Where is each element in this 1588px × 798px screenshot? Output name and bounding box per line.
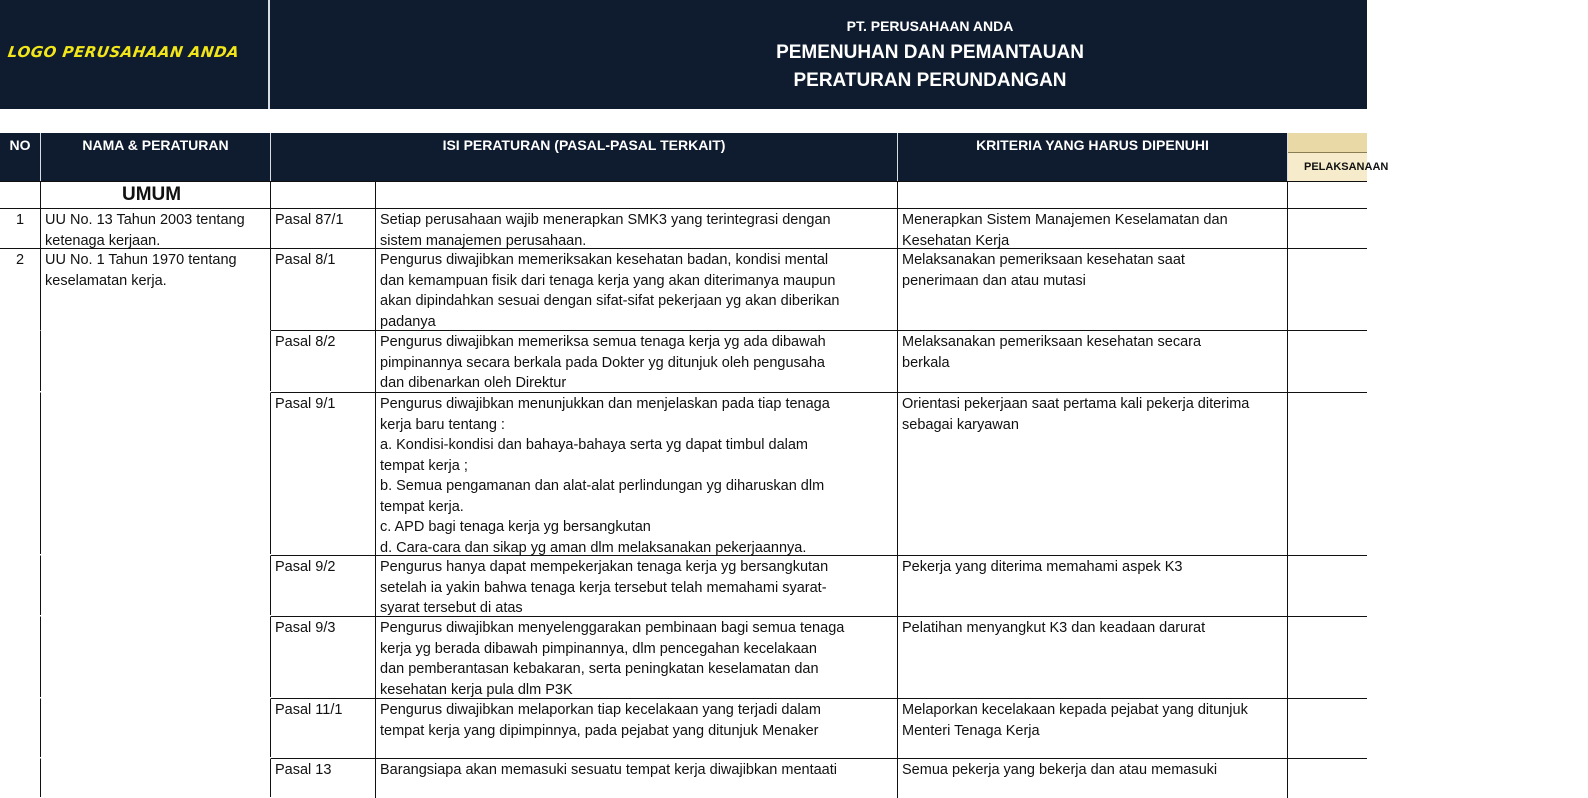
implementation-cell xyxy=(1288,209,1367,248)
article-content-line: c. APD bagi tenaga kerja yg bersangkutan xyxy=(380,519,651,535)
criteria xyxy=(898,759,1288,798)
article-content xyxy=(376,393,898,555)
column-header-row xyxy=(0,133,1367,181)
article-content-line: Pengurus diwajibkan melaporkan tiap kecelakaan yang terjadi dalam xyxy=(380,702,821,718)
criteria xyxy=(898,331,1288,392)
company-name: PT. PERUSAHAAN ANDA xyxy=(846,18,1014,34)
section-title-text: UMUM xyxy=(122,184,182,205)
regulation-name xyxy=(41,249,271,330)
article-ref: Pasal 87/1 xyxy=(271,209,376,248)
criteria-line: Melaksanakan pemeriksaan kesehatan secara xyxy=(902,334,1202,350)
article-content-line: dan dibenarkan oleh Direktur xyxy=(380,375,567,391)
column-header-isi: ISI PERATURAN (PASAL-PASAL TERKAIT) xyxy=(271,133,898,181)
article-content-line: Pengurus diwajibkan memeriksakan kesehatan badan, kondisi mental xyxy=(380,252,829,268)
article-content-line: syarat tersebut di atas xyxy=(380,600,523,616)
row-number: 2 xyxy=(0,249,41,330)
row-number xyxy=(0,330,41,391)
criteria xyxy=(898,209,1288,248)
table-row xyxy=(0,758,1367,798)
regulation-name xyxy=(41,698,271,757)
row-number xyxy=(0,698,41,757)
criteria xyxy=(898,556,1288,616)
regulation-name xyxy=(41,392,271,554)
column-header-no: NO xyxy=(0,133,41,181)
row-number: 1 xyxy=(0,209,41,248)
article-content-line: akan dipindahkan sesuai dengan sifat-sifat pekerjaan yg akan diberikan xyxy=(380,293,840,309)
table-row xyxy=(0,698,1367,758)
article-content-line: Pengurus diwajibkan memeriksa semua tenaga kerja yg ada dibawah xyxy=(380,334,826,350)
regulation-name-line: ketenaga kerjaan. xyxy=(45,232,161,249)
row-number xyxy=(0,392,41,554)
article-content-line: pimpinannya secara berkala pada Dokter yg ditunjuk oleh pengusaha xyxy=(380,354,825,371)
article-content-line: Setiap perusahaan wajib menerapkan SMK3 yang terintegrasi dengan xyxy=(380,212,831,228)
article-content-line: d. Cara-cara dan sikap yg aman dlm melaksanakan pekerjaannya. xyxy=(380,539,807,556)
implementation-cell xyxy=(1288,617,1367,698)
criteria-line: Kesehatan Kerja xyxy=(902,232,1010,249)
article-content-line: tempat kerja. xyxy=(380,498,464,515)
article-content-line: dan pemberantasan kebakaran, serta peningkatan keselamatan dan xyxy=(380,661,819,677)
regulation-name-line: UU No. 1 Tahun 1970 tentang xyxy=(45,252,237,268)
table-row xyxy=(0,248,1367,330)
regulation-name xyxy=(41,209,271,248)
regulation-name xyxy=(41,330,271,391)
article-content xyxy=(376,699,898,758)
criteria-line: Pekerja yang diterima memahami aspek K3 xyxy=(902,559,1183,575)
report-title-line1: PEMENUHAN DAN PEMANTAUAN xyxy=(776,42,1084,63)
article-content-line: b. Semua pengamanan dan alat-alat perlindungan yg diharuskan dlm xyxy=(380,478,825,494)
criteria-line: penerimaan dan atau mutasi xyxy=(902,272,1086,289)
article-content-line: tempat kerja yang dipimpinnya, pada pejabat yang ditunjuk Menaker xyxy=(380,722,819,739)
table-row xyxy=(0,555,1367,616)
article-content-line: dan kemampuan fisik dari tenaga kerja yang akan diterimanya maupun xyxy=(380,272,836,289)
table-row xyxy=(0,616,1367,698)
row-number xyxy=(0,758,41,797)
criteria-line: berkala xyxy=(902,354,950,371)
criteria-line: Melaporkan kecelakaan kepada pejabat yang ditunjuk xyxy=(902,702,1248,718)
column-header-pelaksanaan: PELAKSANAAN xyxy=(1288,153,1367,181)
row-number xyxy=(0,555,41,615)
article-content-line: Barangsiapa akan memasuki sesuatu tempat kerja diwajibkan mentaati xyxy=(380,762,837,778)
regulation-name xyxy=(41,555,271,615)
criteria-line: Orientasi pekerjaan saat pertama kali pekerja diterima xyxy=(902,396,1250,412)
article-content-line: padanya xyxy=(380,313,436,330)
article-content-line: Pengurus diwajibkan menyelenggarakan pembinaan bagi semua tenaga xyxy=(380,620,845,636)
column-header-pelaksanaan-group xyxy=(1288,133,1367,153)
criteria xyxy=(898,393,1288,555)
article-content xyxy=(376,249,898,330)
implementation-cell xyxy=(1288,393,1367,555)
regulation-name xyxy=(41,758,271,797)
column-header-nama: NAMA & PERATURAN xyxy=(41,133,271,181)
article-content-line: Pengurus diwajibkan menunjukkan dan menjelaskan pada tiap tenaga xyxy=(380,396,830,412)
implementation-cell xyxy=(1288,249,1367,330)
article-content xyxy=(376,331,898,392)
article-ref: Pasal 9/1 xyxy=(271,393,376,555)
regulation-name-line: keselamatan kerja. xyxy=(45,272,167,289)
table-row xyxy=(0,208,1367,248)
table-row xyxy=(0,392,1367,555)
criteria xyxy=(898,249,1288,330)
article-content-line: tempat kerja ; xyxy=(380,457,468,474)
article-ref: Pasal 11/1 xyxy=(271,699,376,758)
article-content-line: kesehatan kerja pula dlm P3K xyxy=(380,681,573,698)
implementation-cell xyxy=(1288,331,1367,392)
article-content-line: a. Kondisi-kondisi dan bahaya-bahaya serta yg dapat timbul dalam xyxy=(380,437,809,453)
article-ref: Pasal 9/3 xyxy=(271,617,376,698)
article-content xyxy=(376,759,898,798)
implementation-cell xyxy=(1288,759,1367,798)
article-ref: Pasal 8/1 xyxy=(271,249,376,330)
article-content-line: setelah ia yakin bahwa tenaga kerja tersebut telah memahami syarat- xyxy=(380,579,827,596)
criteria-line: Melaksanakan pemeriksaan kesehatan saat xyxy=(902,252,1185,268)
report-title-line2: PERATURAN PERUNDANGAN xyxy=(793,70,1067,91)
article-content xyxy=(376,209,898,248)
criteria-line: Menerapkan Sistem Manajemen Keselamatan dan xyxy=(902,212,1228,228)
article-content-line: kerja baru tentang : xyxy=(380,416,505,433)
criteria xyxy=(898,699,1288,758)
implementation-cell xyxy=(1288,556,1367,616)
article-ref: Pasal 8/2 xyxy=(271,331,376,392)
implementation-cell xyxy=(1288,699,1367,758)
article-content-line: Pengurus hanya dapat mempekerjakan tenaga kerja yg bersangkutan xyxy=(380,559,829,575)
regulation-name xyxy=(41,616,271,697)
criteria-line: sebagai karyawan xyxy=(902,416,1019,433)
article-content-line: sistem manajemen perusahaan. xyxy=(380,232,587,249)
article-content xyxy=(376,556,898,616)
report-header xyxy=(0,0,1367,109)
criteria-line: Menteri Tenaga Kerja xyxy=(902,722,1040,739)
section-row xyxy=(0,181,1367,208)
article-content-line: kerja yg berada dibawah pimpinannya, dlm pencegahan kecelakaan xyxy=(380,640,817,657)
table-row xyxy=(0,330,1367,392)
logo-cell xyxy=(0,0,270,109)
criteria-line: Semua pekerja yang bekerja dan atau memasuki xyxy=(902,762,1218,778)
column-header-kriteria: KRITERIA YANG HARUS DIPENUHI xyxy=(898,133,1288,181)
criteria xyxy=(898,617,1288,698)
regulation-name-line: UU No. 13 Tahun 2003 tentang xyxy=(45,212,245,228)
company-logo: LOGO PERUSAHAAN ANDA xyxy=(6,43,241,61)
article-content xyxy=(376,617,898,698)
article-ref: Pasal 9/2 xyxy=(271,556,376,616)
row-number xyxy=(0,616,41,697)
article-ref: Pasal 13 xyxy=(271,759,376,798)
criteria-line: Pelatihan menyangkut K3 dan keadaan darurat xyxy=(902,620,1206,636)
